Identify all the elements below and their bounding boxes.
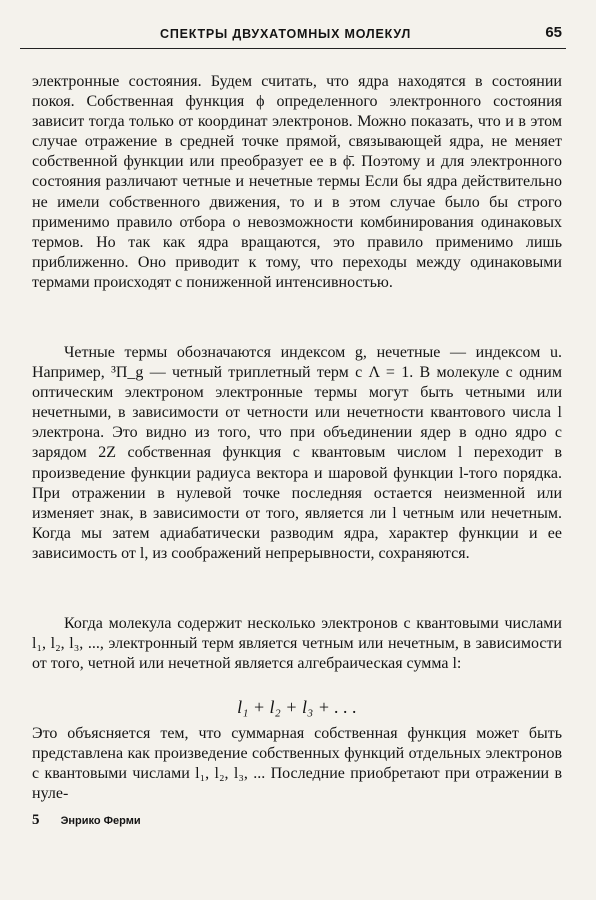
page-header — [20, 24, 566, 49]
running-title: СПЕКТРЫ ДВУХАТОМНЫХ МОЛЕКУЛ — [160, 27, 412, 41]
page-number: 65 — [545, 24, 562, 41]
formula: l₁ + l₂ + l₃ + . . . — [237, 697, 357, 717]
page-footer — [32, 812, 141, 829]
author-name: Энрико Ферми — [60, 815, 141, 827]
paragraph: Четные термы обозначаются индексом g, нечетные — индексом u. Например, ³Π_g — четный триплетный терм с Λ = 1. В молекуле с одним оптическим электроном электронные термы могут быть четными или нечетными, в зависимости от четности или нечетности квантового числа l электрона. Это видно из того, что при объединении ядер в одно ядро с зарядом 2Z собственная функция с квантовым числом l переходит в произведение функции радиуса вектора и шаровой функции l-того порядка. При отражении в нулевой точке последняя остается неизменной или изменяет знак, в зависимости от того, является ли l четным или нечетным. Когда мы затем адиабатически разводим ядра, характер функции и ее зависимость от l, из соображений непрерывности, сохраняются. — [32, 344, 562, 562]
paragraph: электронные состояния. Будем считать, что ядра находятся в состоянии покоя. Собственная функция ϕ определенного электронного состояния зависит тогда только от координат электронов. Можно показать, что и в этом случае отражение в средней точке прямой, связывающей ядра, не меняет собственной функции или преобразует ее в ϕ̄. Поэтому и для электронного состояния различают четные и нечетные термы Если бы ядра действительно не имели собственного движения, то и в этом случае было бы строго применимо правило отбора о невозможности комбинирования одинаковых термов. Но так как ядра вращаются, это правило применимо лишь приближенно. Оно приводит к тому, что переходы между одинаковыми термами происходят с пониженной интенсивностью. — [32, 73, 562, 291]
paragraph: Это объясняется тем, что суммарная собственная функция может быть представлена как произведение собственных функций отдельных электронов с квантовыми числами l₁, l₂, l₃, ... Последние приобретают при отражении в нуле- — [32, 725, 562, 803]
paragraph: Когда молекула содержит несколько электронов с квантовыми числами l₁, l₂, l₃, ..., электронный терм является четным или нечетным, в зависимости от того, четной или нечетной является алгебраическая сумма l: — [32, 615, 562, 673]
signature-mark: 5 — [32, 812, 40, 828]
